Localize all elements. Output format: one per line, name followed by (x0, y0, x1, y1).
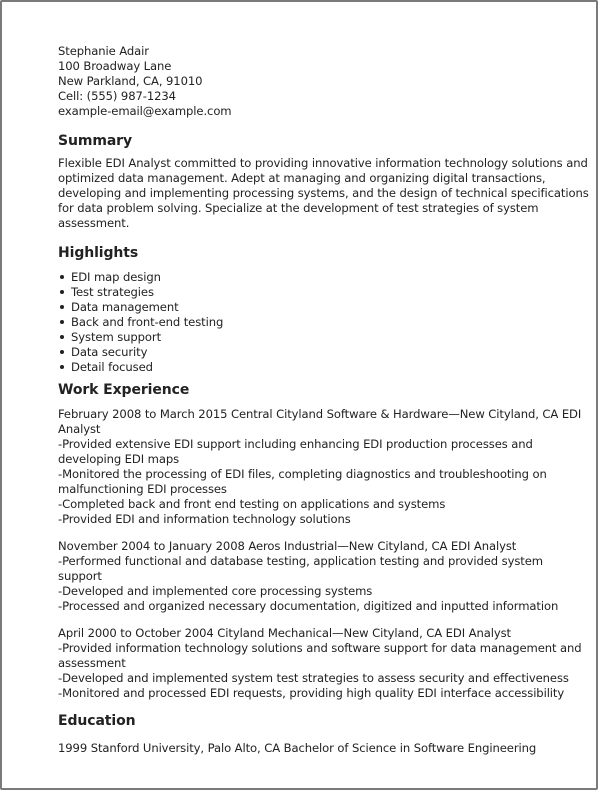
contact-city: New Parkland, CA, 91010 (58, 74, 203, 88)
job-duty: -Completed back and front end testing on applications and systems (58, 497, 446, 511)
highlight-item: EDI map design (71, 270, 590, 285)
job-header: February 2008 to March 2015 Central Cityland Software & Hardware—New Cityland, CA EDI Analyst (58, 407, 582, 436)
job-entry (58, 626, 590, 701)
highlight-item: Data security (71, 345, 590, 360)
job-duty: -Performed functional and database testing, application testing and provided system support (58, 554, 543, 583)
highlight-item: Test strategies (71, 285, 590, 300)
job-entry (58, 407, 590, 527)
summary-text: Flexible EDI Analyst committed to providing innovative information technology solutions and optimized data management. Adept at managing and organizing digital transactions, developing and implementing processing systems, and the design of technical specifications for data problem solving. Specialize at the development of test strategies of system assessment. (58, 156, 589, 230)
contact-email: example-email@example.com (58, 104, 232, 118)
job-duty: -Processed and organized necessary documentation, digitized and inputted information (58, 599, 559, 613)
highlight-item: Data management (71, 300, 590, 315)
job-duty: -Provided EDI and information technology solutions (58, 512, 351, 526)
job-duty: -Developed and implemented core processing systems (58, 584, 373, 598)
summary-heading: Summary (58, 133, 133, 149)
highlight-item: Back and front-end testing (71, 315, 590, 330)
highlight-item: System support (71, 330, 590, 345)
job-header: November 2004 to January 2008 Aeros Industrial—New Cityland, CA EDI Analyst (58, 539, 517, 553)
job-entry (58, 539, 590, 614)
work-experience-heading: Work Experience (58, 382, 190, 398)
contact-name: Stephanie Adair (58, 44, 149, 58)
education-heading: Education (58, 713, 136, 729)
contact-address: 100 Broadway Lane (58, 59, 172, 73)
job-duty: -Monitored and processed EDI requests, providing high quality EDI interface accessibility (58, 686, 565, 700)
job-duty: -Developed and implemented system test strategies to assess security and effectiveness (58, 671, 569, 685)
job-duty: -Provided extensive EDI support including enhancing EDI production processes and developing EDI maps (58, 437, 533, 466)
highlights-heading: Highlights (58, 245, 139, 261)
contact-block (58, 44, 590, 119)
job-duty: -Provided information technology solutions and software support for data management and assessment (58, 641, 582, 670)
resume-content (58, 44, 590, 756)
education-entry: 1999 Stanford University, Palo Alto, CA Bachelor of Science in Software Engineering (58, 741, 537, 755)
highlight-item: Detail focused (71, 360, 590, 375)
job-header: April 2000 to October 2004 Cityland Mechanical—New Cityland, CA EDI Analyst (58, 626, 511, 640)
job-duty: -Monitored the processing of EDI files, completing diagnostics and troubleshooting on malfunctioning EDI processes (58, 467, 547, 496)
highlights-list (58, 270, 590, 375)
contact-cell: Cell: (555) 987-1234 (58, 89, 176, 103)
